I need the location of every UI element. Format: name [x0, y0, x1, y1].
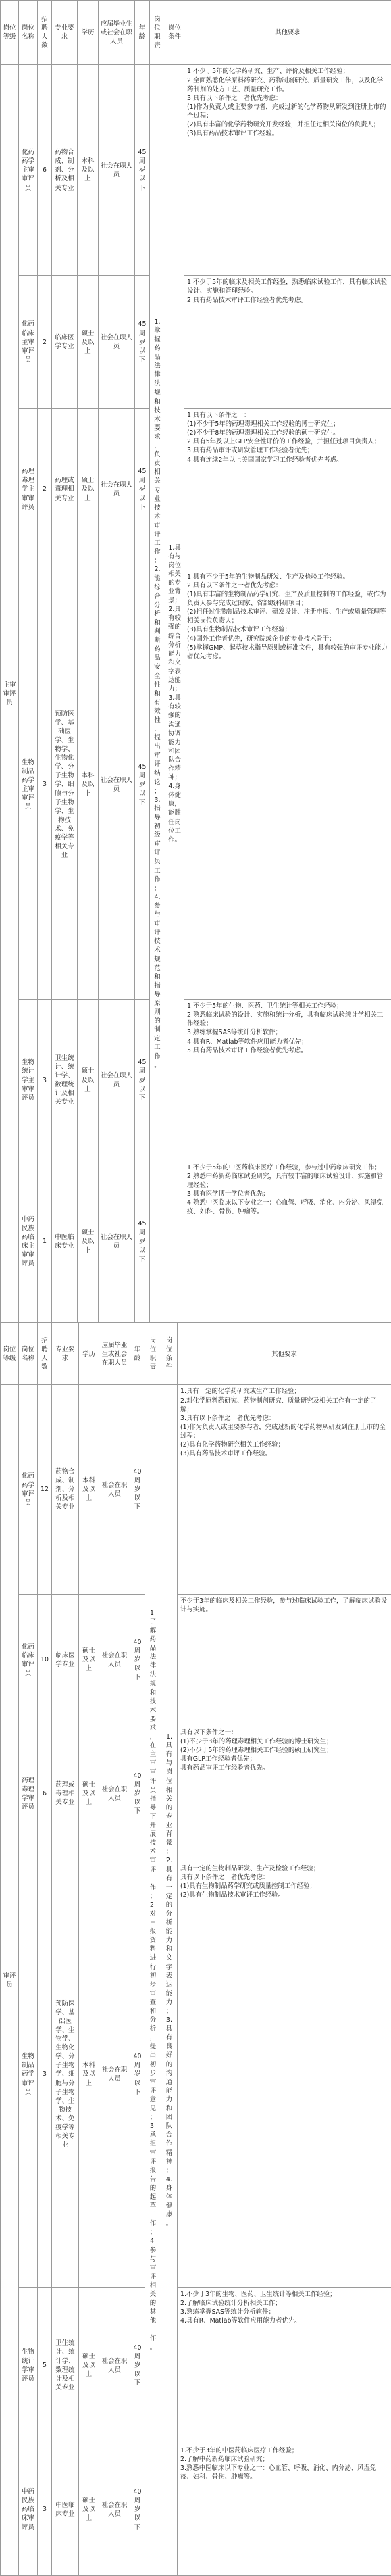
table-header-row — [1, 1323, 391, 1385]
age-limit: 40周岁以下 — [130, 2287, 145, 2444]
header-cell: 岗位等级 — [1, 1, 19, 65]
candidate-source: 社会在职人员 — [99, 1000, 135, 1161]
condition-cell: 1.具有与岗位相关的专业背景；2.具有一定的分析能力和文字表达能力；3.具有良好的沟通能力和团队合作精神；4.身体健康。 — [161, 1385, 178, 2576]
header-cell: 岗位条件 — [161, 1323, 178, 1385]
headcount: 3 — [38, 1000, 52, 1161]
major-requirement: 卫生统计、统计学、数理统计及相关专业 — [52, 1000, 78, 1161]
position-name: 化药药学主审审评员 — [19, 65, 38, 276]
headcount: 3 — [38, 570, 52, 999]
age-limit: 45周岁以下 — [135, 276, 150, 409]
requirement-line: 3.熟练掌握SAS等统计分析软件； — [180, 2308, 275, 2316]
header-cell: 其他要求 — [178, 1323, 391, 1385]
position-name: 生物制品药学审评员 — [19, 1862, 38, 2287]
major-requirement: 药物合成、制剂、分析及相关专业 — [52, 1385, 79, 1594]
header-cell: 专业要求 — [52, 1, 78, 65]
headcount: 10 — [38, 1594, 52, 1726]
grade-cell: 审评员 — [1, 1385, 19, 2576]
table-row — [1, 2444, 391, 2575]
major-requirement: 药理或毒理相关专业 — [52, 409, 78, 570]
header-cell: 岗位名称 — [19, 1323, 38, 1385]
education: 本科及以上 — [79, 1385, 99, 1594]
header-cell: 其他要求 — [184, 1, 391, 65]
requirement-line: (4)国外工作者优先，研究院或企业的专业技术骨干； — [187, 635, 336, 643]
requirement-line: 2.全面熟悉化学原料药研究、药物制剂研究、质量研究工作，以及化学药制剂的处方工艺、质量研究工作。 — [187, 76, 384, 93]
headcount: 12 — [38, 1385, 52, 1594]
requirement-line: 4.具有连续2年以上美国国家学习工作经验者优先考虑。 — [187, 456, 343, 464]
requirement-line: 3.具有以下条件之一者优先考虑： — [187, 94, 282, 102]
requirement-line: 具有药品审评工作经验者优先。 — [180, 1764, 269, 1772]
table-row — [1, 1000, 391, 1161]
headcount: 6 — [38, 1726, 52, 1862]
education: 硕士及以上 — [78, 1161, 99, 1323]
table-row — [1, 1161, 391, 1323]
candidate-source: 社会在职人员 — [99, 1385, 130, 1594]
header-cell: 学历 — [78, 1, 99, 65]
requirement-line: 4.具有R、Matlab等软件应用能力者优先； — [187, 1038, 308, 1046]
requirement-line: 具有GLP工作经验者优先； — [180, 1755, 256, 1764]
requirement-line: 1.不少于5年的化学药研究、生产、评价及相关工作经验； — [187, 68, 349, 76]
requirement-line: 2.具有药品技术审评工作经验者优先考虑。 — [187, 296, 307, 304]
major-requirement: 药理或毒理相关专业 — [52, 1726, 79, 1862]
requirement-line: 2.了解中药新药临床试验研究； — [180, 2455, 269, 2463]
other-requirements — [184, 1000, 391, 1161]
requirement-line: 3.具有药品审评或研发管理工作经验者优先； — [187, 447, 314, 455]
header-cell: 学历 — [79, 1323, 99, 1385]
candidate-source: 社会在职人员 — [99, 1862, 130, 2287]
major-requirement: 预防医学、基础医学、生物学、生物化学、分子生物学、细胞与分子生物学、生物技术、免疫学等相关专业 — [52, 570, 78, 999]
requirement-line: 3.熟悉中医临床以下专业之一：心血管、呼吸、消化、内分泌、风湿免疫、妇科、骨伤、肿瘤等。 — [180, 2464, 377, 2481]
education: 本科及以上 — [78, 65, 99, 276]
table-row — [1, 1594, 391, 1726]
age-limit: 40周岁以下 — [130, 1862, 145, 2287]
headcount: 2 — [38, 276, 52, 409]
table-row — [1, 1862, 391, 2287]
candidate-source: 社会在职人员 — [99, 2287, 130, 2444]
other-requirements — [178, 1726, 391, 1862]
age-limit: 40周岁以下 — [130, 1385, 145, 1594]
position-name: 药理毒理学主审审评员 — [19, 409, 38, 570]
age-limit: 45周岁以下 — [135, 409, 150, 570]
requirement-line: (3)具有药品技术审评工作经验。 — [187, 130, 279, 138]
requirement-line: (2)不少于8年的药理毒理相关工作经验的硕士研究生。 — [187, 429, 340, 437]
candidate-source: 社会在职人员 — [99, 65, 135, 276]
education: 硕士及以上 — [78, 276, 99, 409]
requirement-line: 不少于3年的临床及相关工作经验，参与过临床试验工作，了解临床试验设计与实施。 — [180, 1597, 387, 1613]
job-table-junior — [0, 1323, 391, 2576]
position-name: 中药民族药临床主审审评员 — [19, 1161, 38, 1323]
position-name: 生物统计学审评员 — [19, 2287, 38, 2444]
position-name: 药理毒理学审评员 — [19, 1726, 38, 1862]
table-row — [1, 1726, 391, 1862]
age-limit: 40周岁以下 — [130, 1594, 145, 1726]
other-requirements — [178, 1385, 391, 1594]
age-limit: 40周岁以下 — [130, 2444, 145, 2575]
requirement-line: 具有以下条件之一者优先考虑： — [180, 1873, 269, 1881]
requirement-line: 4.熟悉中医临床以下专业之一：心血管、呼吸、消化、内分泌、风湿免疫、妇科、骨伤、肿瘤等。 — [187, 1199, 384, 1216]
headcount: 6 — [38, 65, 52, 276]
table-row — [1, 276, 391, 409]
requirement-line: (1)作为负责人或主要参与者，完成过新的化学药物从研发到注册上市的全过程； — [180, 1423, 386, 1440]
requirement-line: 5.具有药品技术审评工作经验者优先考虑。 — [187, 1046, 307, 1054]
position-name: 生物统计学主审审评员 — [19, 1000, 38, 1161]
candidate-source: 社会在职人员 — [99, 1161, 135, 1323]
requirement-line: (3)具有生物制品技术审评工作经验； — [187, 626, 291, 634]
other-requirements — [184, 276, 391, 409]
major-requirement: 卫生统计、统计学、数理统计及相关专业 — [52, 2287, 79, 2444]
other-requirements — [178, 2444, 391, 2575]
requirement-line: 3.具有医学博士学位者优先； — [187, 1190, 269, 1198]
education: 硕士及以上 — [78, 409, 99, 570]
requirement-line: 具有以下条件之一： — [180, 1728, 238, 1736]
header-cell: 岗位职责 — [150, 1, 165, 65]
position-name: 中药民族药临床审评员 — [19, 2444, 38, 2575]
major-requirement: 中医临床专业 — [52, 2444, 79, 2575]
headcount: 3 — [38, 1862, 52, 2287]
header-cell: 专业要求 — [52, 1323, 79, 1385]
header-cell: 岗位名称 — [19, 1, 38, 65]
table-row — [1, 2287, 391, 2444]
age-limit: 45周岁以下 — [135, 1161, 150, 1323]
header-cell: 岗位条件 — [165, 1, 184, 65]
requirement-line: 1.不少于3年的生物、医药、卫生统计等相关工作经验； — [180, 2290, 336, 2298]
requirement-line: 2.具有5年及以上GLP安全性评价的工作经验，并担任过项目负责人； — [187, 438, 381, 446]
requirement-line: 2.熟悉临床试验的设计、实施和统计分析，具有临床试验统计学相关工作经验； — [187, 1011, 384, 1028]
other-requirements — [184, 65, 391, 276]
requirement-line: 1.具有不少于5年的生物制品研发、生产及检验工作经验。 — [187, 573, 349, 581]
education: 本科及以上 — [78, 570, 99, 999]
major-requirement: 临床医学专业 — [52, 276, 78, 409]
education: 硕士及以上 — [79, 1594, 99, 1726]
headcount: 5 — [38, 2287, 52, 2444]
major-requirement: 中医临床专业 — [52, 1161, 78, 1323]
header-cell: 岗位职责 — [145, 1323, 161, 1385]
requirement-line: (2)具有生物制品技术审评工作经验。 — [180, 1891, 284, 1899]
requirement-line: (2)担任过生物制品技术审评、研发设计、注册申报、生产或质量管理等相关岗位负责人； — [187, 608, 386, 625]
grade-cell: 主审审评员 — [1, 65, 19, 1323]
candidate-source: 社会在职人员 — [99, 570, 135, 999]
requirement-line: (2)具有化学药物研究相关工作经验； — [180, 1441, 284, 1449]
requirement-line: (5)掌握GMP、起草技术指导原则或标准文件，具有较强的审评专业能力者优先考虑。 — [187, 643, 388, 660]
requirement-line: 具有一定的生物制品研发、生产及检验工作经验； — [180, 1864, 320, 1872]
age-limit: 45周岁以下 — [135, 1000, 150, 1161]
table-row — [1, 1385, 391, 1594]
table-row — [1, 570, 391, 999]
position-name: 化药药学审评员 — [19, 1385, 38, 1594]
requirement-line: (2)具有丰富的化学药物研究开发经验，并担任过相关岗位的负责人； — [187, 121, 380, 129]
candidate-source: 社会在职人员 — [99, 276, 135, 409]
position-name: 化药临床审评员 — [19, 1594, 38, 1726]
other-requirements — [184, 1161, 391, 1323]
candidate-source: 社会在职人员 — [99, 1726, 130, 1862]
other-requirements — [184, 570, 391, 999]
header-cell: 应届毕业生或社会在职人员 — [99, 1323, 130, 1385]
age-limit: 40周岁以下 — [130, 1726, 145, 1862]
table-row — [1, 65, 391, 276]
requirement-line: 2.了解临床试验统计分析相关工作； — [180, 2299, 282, 2307]
table-row — [1, 409, 391, 570]
duty-cell: 1.了解药品法律法规和技术要求，在主审审评员指导下开展技术审评工作；2.对申报资料进行初步审查和分析，提出初步审评意见；3.承担审评报告的起草工作；4.参与审评相关的其他工作。 — [145, 1385, 161, 2576]
major-requirement: 临床医学专业 — [52, 1594, 79, 1726]
headcount: 1 — [38, 1161, 52, 1323]
requirement-line: 2.具有以下条件之一者优先考虑： — [187, 581, 282, 589]
other-requirements — [178, 1862, 391, 2287]
other-requirements — [178, 1594, 391, 1726]
requirement-line: 4.具有R、Matlab等软件应用能力者优先。 — [180, 2316, 301, 2325]
other-requirements — [184, 409, 391, 570]
requirement-line: 1.不少于5年的生物、医药、卫生统计等相关工作经验； — [187, 1002, 343, 1011]
requirement-line: (3)具有药品技术审评工作经验。 — [180, 1450, 272, 1458]
education: 硕士及以上 — [79, 2287, 99, 2444]
position-name: 化药临床主审审评员 — [19, 276, 38, 409]
education: 硕士及以上 — [78, 1000, 99, 1161]
major-requirement: 药物合成、制剂、分析及相关专业 — [52, 65, 78, 276]
header-cell: 招聘人数 — [38, 1, 52, 65]
candidate-source: 社会在职人员 — [99, 409, 135, 570]
requirement-line: (1)不少于3年的药理毒理相关工作经验的博士研究生； — [180, 1737, 333, 1745]
requirement-line: (1)具有丰富的生物制品药学研究、生产及质量控制的工作经验，或作为负责人参与完成过国家、省部级科研项目； — [187, 591, 386, 608]
requirement-line: (2)不少于5年的药理毒理相关工作经验的硕士研究生； — [180, 1747, 333, 1755]
requirement-line: 1.具有以下条件之一： — [187, 412, 251, 420]
headcount: 2 — [38, 409, 52, 570]
requirement-line: (1)不少于5年的药理毒理相关工作经验的博士研究生； — [187, 420, 340, 429]
headcount: 3 — [38, 2444, 52, 2575]
education: 硕士及以上 — [79, 1726, 99, 1862]
requirement-line: 2.熟悉中药新药临床试验研究，具有较丰富的临床试验设计、实施和管理经验； — [187, 1173, 384, 1190]
requirement-line: 1.不少于3年的中医药临床医疗工作经验； — [180, 2446, 298, 2454]
table-header-row — [1, 1, 391, 65]
duty-cell: 1.掌握药品法律法规和技术要求，负责相关专业技术审评工作；2.能综合分析和判断药品安全性和有效性，提出审评结论；3.指导初级审评员工作；4.参与审评技术规范和指导原则的制定工作。 — [150, 65, 165, 1323]
header-cell: 岗位等级 — [1, 1323, 19, 1385]
requirement-line: 1.具有一定的化学药研究或生产工作经验； — [180, 1388, 301, 1396]
header-cell: 年龄 — [130, 1323, 145, 1385]
candidate-source: 社会在职人员 — [99, 2444, 130, 2575]
header-cell: 应届毕业生或社会在职人员 — [99, 1, 135, 65]
requirement-line: 1.不少于5年的中医药临床医疗工作经验，参与过中药临床研究工作； — [187, 1164, 381, 1172]
header-cell: 年龄 — [135, 1, 150, 65]
requirement-line: 2.对化学原料药研究、药物制剂研究、质量研究及相关工作有一定的了解； — [180, 1396, 377, 1413]
condition-cell: 1.具有与岗位相关的专业背景；2.具有较强的综合分析能力和文字表达能力；3.具有较强的沟通协调能力和团队合作精神；4.身体健康，能胜任岗位工作。 — [165, 65, 184, 1323]
position-name: 生物制品药学主审审评员 — [19, 570, 38, 999]
major-requirement: 预防医学、基础医学、生物学、生物化学、分子生物学、细胞与分子生物学、生物技术、免疫学等相关专业 — [52, 1862, 79, 2287]
candidate-source: 社会在职人员 — [99, 1594, 130, 1726]
other-requirements — [178, 2287, 391, 2444]
requirement-line: 3.具有以下条件之一者优先考虑： — [180, 1414, 276, 1422]
requirement-line: (1)具有生物制品药学研究或质量控制工作经验； — [180, 1882, 316, 1890]
age-limit: 45周岁以下 — [135, 570, 150, 999]
education: 硕士及以上 — [79, 2444, 99, 2575]
education: 本科及以上 — [79, 1862, 99, 2287]
requirement-line: 1.不少于5年的临床及相关工作经验，熟悉临床试验工作，具有临床试验设计、实施和管理经验。 — [187, 278, 388, 295]
age-limit: 45周岁以下 — [135, 65, 150, 276]
requirement-line: (1)作为负责人或主要参与者，完成过新的化学药物从研发到注册上市的全过程； — [187, 103, 386, 120]
header-cell: 招聘人数 — [38, 1323, 52, 1385]
requirement-line: 3.熟练掌握SAS等统计分析软件； — [187, 1029, 282, 1037]
